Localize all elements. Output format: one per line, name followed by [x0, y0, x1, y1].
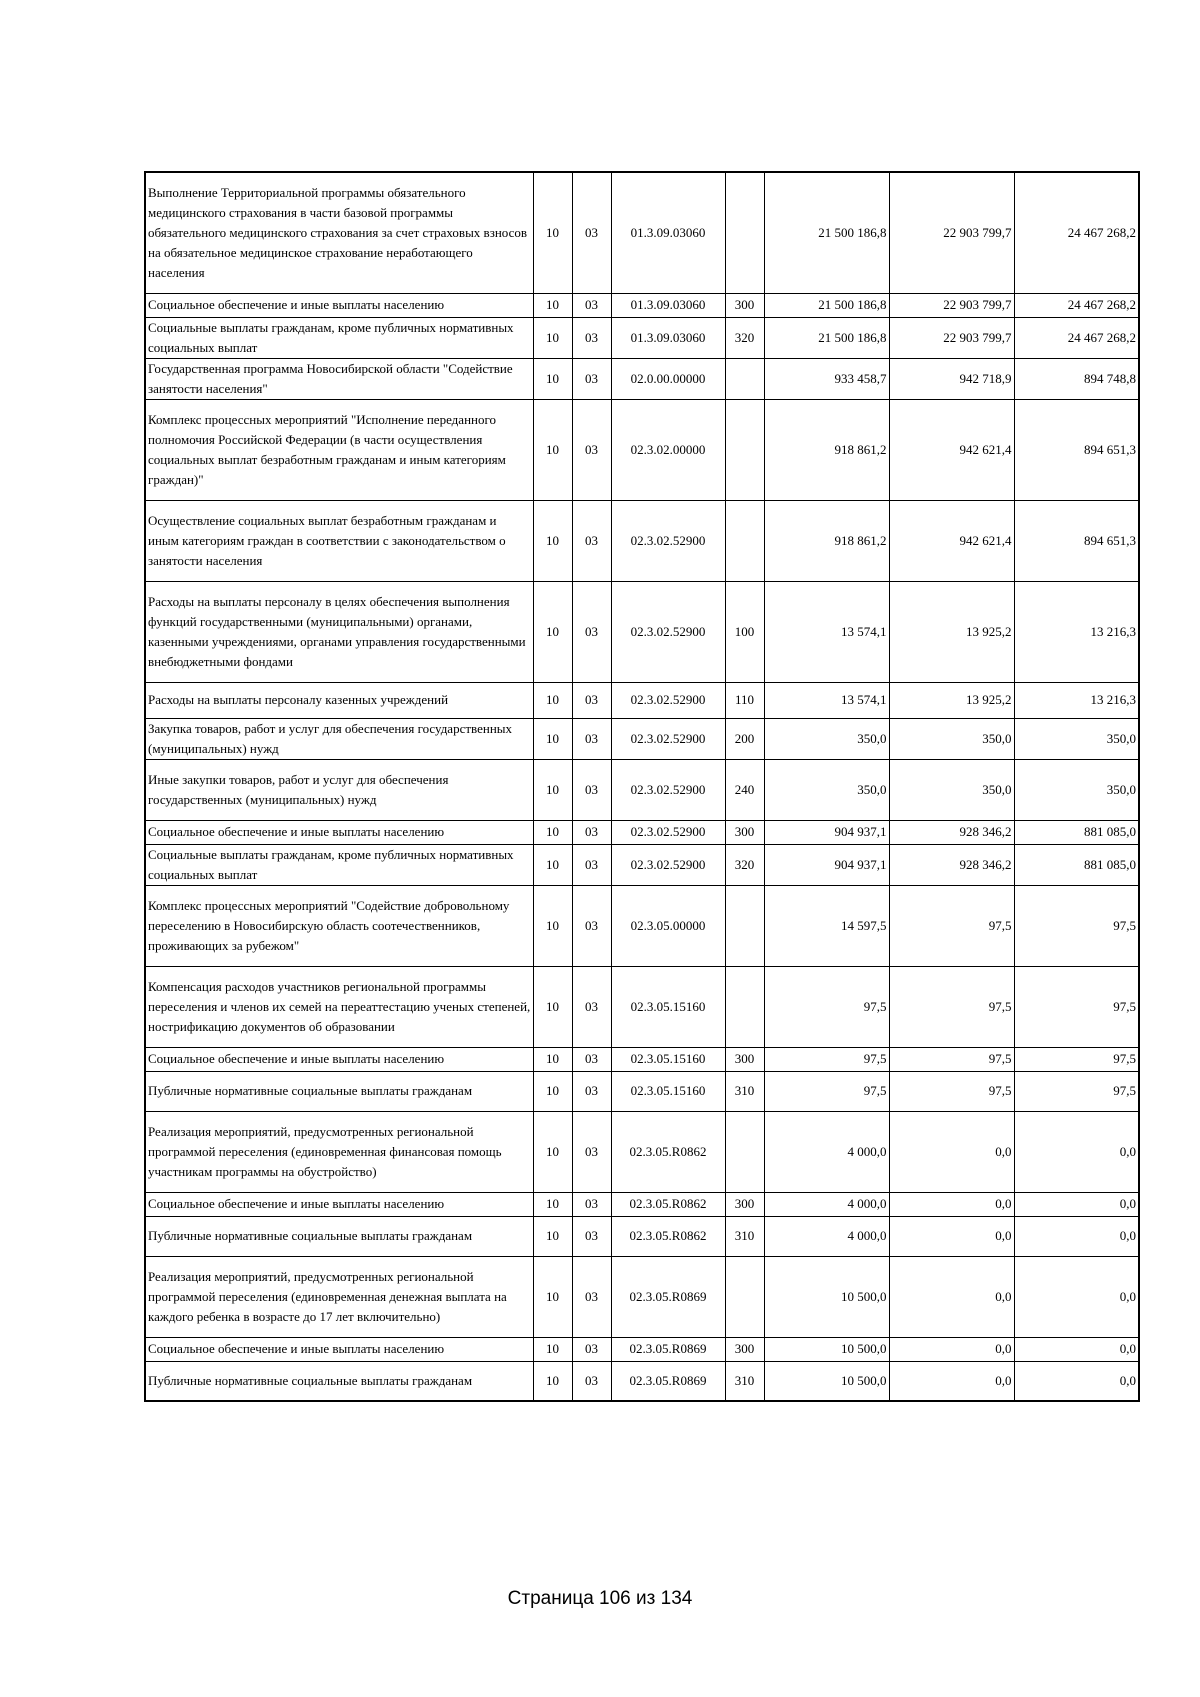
cell-section: 10 — [533, 718, 572, 759]
cell-subsection: 03 — [572, 966, 611, 1047]
cell-target-article: 02.3.05.15160 — [611, 1047, 725, 1071]
cell-name: Социальное обеспечение и иные выплаты населению — [145, 1337, 533, 1361]
cell-amount-year-1: 13 574,1 — [764, 581, 889, 682]
cell-section: 10 — [533, 1361, 572, 1401]
cell-amount-year-1: 21 500 186,8 — [764, 317, 889, 358]
cell-amount-year-2: 0,0 — [889, 1256, 1014, 1337]
cell-subsection: 03 — [572, 293, 611, 317]
cell-amount-year-2: 13 925,2 — [889, 581, 1014, 682]
cell-expense-type — [725, 399, 764, 500]
cell-section: 10 — [533, 820, 572, 844]
cell-section: 10 — [533, 1192, 572, 1216]
cell-amount-year-3: 0,0 — [1014, 1256, 1139, 1337]
cell-name: Социальное обеспечение и иные выплаты населению — [145, 820, 533, 844]
cell-target-article: 02.0.00.00000 — [611, 358, 725, 399]
cell-name: Реализация мероприятий, предусмотренных региональной программой переселения (единовременная финансовая помощь участникам программы на обустройство) — [145, 1111, 533, 1192]
cell-name: Публичные нормативные социальные выплаты гражданам — [145, 1216, 533, 1256]
cell-amount-year-3: 881 085,0 — [1014, 844, 1139, 885]
cell-amount-year-3: 350,0 — [1014, 718, 1139, 759]
cell-amount-year-2: 942 718,9 — [889, 358, 1014, 399]
cell-amount-year-1: 904 937,1 — [764, 820, 889, 844]
cell-amount-year-3: 881 085,0 — [1014, 820, 1139, 844]
cell-section: 10 — [533, 844, 572, 885]
cell-target-article: 02.3.02.52900 — [611, 500, 725, 581]
cell-section: 10 — [533, 293, 572, 317]
cell-amount-year-3: 894 651,3 — [1014, 399, 1139, 500]
cell-section: 10 — [533, 1047, 572, 1071]
cell-amount-year-2: 0,0 — [889, 1337, 1014, 1361]
table-row — [145, 682, 1139, 718]
cell-subsection: 03 — [572, 399, 611, 500]
table-row — [145, 358, 1139, 399]
budget-table — [144, 171, 1140, 1402]
cell-expense-type — [725, 500, 764, 581]
cell-target-article: 01.3.09.03060 — [611, 293, 725, 317]
cell-amount-year-3: 0,0 — [1014, 1192, 1139, 1216]
cell-target-article: 02.3.05.R0862 — [611, 1111, 725, 1192]
cell-amount-year-1: 4 000,0 — [764, 1216, 889, 1256]
cell-target-article: 02.3.05.15160 — [611, 966, 725, 1047]
cell-subsection: 03 — [572, 317, 611, 358]
cell-name: Публичные нормативные социальные выплаты гражданам — [145, 1071, 533, 1111]
cell-amount-year-1: 933 458,7 — [764, 358, 889, 399]
cell-target-article: 02.3.05.00000 — [611, 885, 725, 966]
page-number: Страница 106 из 134 — [507, 1588, 693, 1609]
cell-expense-type: 200 — [725, 718, 764, 759]
cell-name: Расходы на выплаты персоналу казенных учреждений — [145, 682, 533, 718]
cell-target-article: 02.3.02.52900 — [611, 682, 725, 718]
cell-amount-year-2: 350,0 — [889, 718, 1014, 759]
cell-target-article: 01.3.09.03060 — [611, 317, 725, 358]
cell-target-article: 01.3.09.03060 — [611, 172, 725, 293]
cell-amount-year-3: 24 467 268,2 — [1014, 172, 1139, 293]
table-row — [145, 966, 1139, 1047]
cell-amount-year-2: 0,0 — [889, 1361, 1014, 1401]
cell-name: Социальные выплаты гражданам, кроме публичных нормативных социальных выплат — [145, 844, 533, 885]
cell-amount-year-3: 97,5 — [1014, 966, 1139, 1047]
cell-amount-year-2: 942 621,4 — [889, 500, 1014, 581]
cell-subsection: 03 — [572, 1047, 611, 1071]
cell-name: Расходы на выплаты персоналу в целях обеспечения выполнения функций государственными (муниципальными) органами, казенными учреждениями, органами управления государственными внебюджетными фондами — [145, 581, 533, 682]
table-row — [145, 718, 1139, 759]
cell-amount-year-3: 24 467 268,2 — [1014, 317, 1139, 358]
cell-amount-year-2: 22 903 799,7 — [889, 172, 1014, 293]
cell-amount-year-2: 97,5 — [889, 1047, 1014, 1071]
table-row — [145, 1361, 1139, 1401]
cell-amount-year-3: 97,5 — [1014, 1071, 1139, 1111]
cell-expense-type: 310 — [725, 1216, 764, 1256]
cell-section: 10 — [533, 885, 572, 966]
cell-section: 10 — [533, 966, 572, 1047]
table-body — [145, 172, 1139, 1401]
cell-name: Государственная программа Новосибирской области "Содействие занятости населения" — [145, 358, 533, 399]
cell-amount-year-3: 13 216,3 — [1014, 581, 1139, 682]
cell-expense-type — [725, 966, 764, 1047]
table-row — [145, 820, 1139, 844]
cell-amount-year-2: 97,5 — [889, 885, 1014, 966]
cell-subsection: 03 — [572, 1111, 611, 1192]
cell-subsection: 03 — [572, 1216, 611, 1256]
cell-subsection: 03 — [572, 820, 611, 844]
cell-target-article: 02.3.02.52900 — [611, 581, 725, 682]
cell-name: Публичные нормативные социальные выплаты гражданам — [145, 1361, 533, 1401]
table-row — [145, 1047, 1139, 1071]
cell-expense-type — [725, 1111, 764, 1192]
cell-target-article: 02.3.05.R0862 — [611, 1192, 725, 1216]
cell-amount-year-3: 13 216,3 — [1014, 682, 1139, 718]
cell-amount-year-1: 4 000,0 — [764, 1111, 889, 1192]
cell-expense-type — [725, 172, 764, 293]
cell-amount-year-1: 918 861,2 — [764, 500, 889, 581]
cell-section: 10 — [533, 1111, 572, 1192]
cell-amount-year-1: 10 500,0 — [764, 1256, 889, 1337]
table-row — [145, 1192, 1139, 1216]
cell-amount-year-2: 13 925,2 — [889, 682, 1014, 718]
cell-target-article: 02.3.02.52900 — [611, 718, 725, 759]
cell-subsection: 03 — [572, 172, 611, 293]
cell-subsection: 03 — [572, 759, 611, 820]
table-row — [145, 885, 1139, 966]
cell-name: Реализация мероприятий, предусмотренных региональной программой переселения (единовременная денежная выплата на каждого ребенка в возрасте до 17 лет включительно) — [145, 1256, 533, 1337]
cell-target-article: 02.3.02.00000 — [611, 399, 725, 500]
cell-amount-year-2: 97,5 — [889, 1071, 1014, 1111]
cell-amount-year-2: 942 621,4 — [889, 399, 1014, 500]
cell-subsection: 03 — [572, 1256, 611, 1337]
cell-name: Закупка товаров, работ и услуг для обеспечения государственных (муниципальных) нужд — [145, 718, 533, 759]
cell-name: Социальные выплаты гражданам, кроме публичных нормативных социальных выплат — [145, 317, 533, 358]
cell-amount-year-1: 14 597,5 — [764, 885, 889, 966]
cell-name: Комплекс процессных мероприятий "Содействие добровольному переселению в Новосибирскую область соотечественников, проживающих за рубежом" — [145, 885, 533, 966]
cell-amount-year-3: 0,0 — [1014, 1361, 1139, 1401]
cell-name: Комплекс процессных мероприятий "Исполнение переданного полномочия Российской Федерации (в части осуществления социальных выплат безработным гражданам и иным категориям граждан)" — [145, 399, 533, 500]
cell-amount-year-3: 0,0 — [1014, 1216, 1139, 1256]
cell-expense-type: 310 — [725, 1361, 764, 1401]
cell-amount-year-1: 13 574,1 — [764, 682, 889, 718]
cell-amount-year-1: 97,5 — [764, 966, 889, 1047]
table-row — [145, 399, 1139, 500]
table-row — [145, 172, 1139, 293]
cell-amount-year-2: 0,0 — [889, 1216, 1014, 1256]
cell-subsection: 03 — [572, 500, 611, 581]
cell-amount-year-3: 97,5 — [1014, 885, 1139, 966]
cell-section: 10 — [533, 317, 572, 358]
cell-amount-year-2: 22 903 799,7 — [889, 317, 1014, 358]
cell-subsection: 03 — [572, 844, 611, 885]
cell-section: 10 — [533, 358, 572, 399]
cell-target-article: 02.3.02.52900 — [611, 844, 725, 885]
cell-amount-year-1: 10 500,0 — [764, 1337, 889, 1361]
cell-amount-year-1: 4 000,0 — [764, 1192, 889, 1216]
cell-expense-type: 300 — [725, 1337, 764, 1361]
cell-expense-type: 110 — [725, 682, 764, 718]
table-row — [145, 293, 1139, 317]
cell-section: 10 — [533, 1071, 572, 1111]
cell-amount-year-2: 350,0 — [889, 759, 1014, 820]
cell-subsection: 03 — [572, 885, 611, 966]
cell-amount-year-3: 24 467 268,2 — [1014, 293, 1139, 317]
cell-name: Выполнение Территориальной программы обязательного медицинского страхования в части базовой программы обязательного медицинского страхования за счет страховых взносов на обязательное медицинское страхование неработающего населения — [145, 172, 533, 293]
table-row — [145, 1216, 1139, 1256]
cell-amount-year-3: 894 651,3 — [1014, 500, 1139, 581]
cell-amount-year-2: 928 346,2 — [889, 820, 1014, 844]
cell-target-article: 02.3.02.52900 — [611, 759, 725, 820]
cell-amount-year-1: 350,0 — [764, 759, 889, 820]
cell-expense-type — [725, 358, 764, 399]
cell-expense-type: 300 — [725, 1047, 764, 1071]
cell-amount-year-3: 0,0 — [1014, 1337, 1139, 1361]
cell-amount-year-2: 0,0 — [889, 1192, 1014, 1216]
cell-amount-year-2: 22 903 799,7 — [889, 293, 1014, 317]
cell-name: Компенсация расходов участников региональной программы переселения и членов их семей на переаттестацию ученых степеней, нострификацию документов об образовании — [145, 966, 533, 1047]
cell-amount-year-1: 21 500 186,8 — [764, 293, 889, 317]
cell-target-article: 02.3.05.15160 — [611, 1071, 725, 1111]
cell-subsection: 03 — [572, 1337, 611, 1361]
table-row — [145, 759, 1139, 820]
table-row — [145, 844, 1139, 885]
cell-amount-year-1: 10 500,0 — [764, 1361, 889, 1401]
table-row — [145, 500, 1139, 581]
table-row — [145, 1337, 1139, 1361]
cell-subsection: 03 — [572, 1071, 611, 1111]
cell-amount-year-3: 97,5 — [1014, 1047, 1139, 1071]
cell-section: 10 — [533, 172, 572, 293]
cell-expense-type: 300 — [725, 293, 764, 317]
cell-name: Социальное обеспечение и иные выплаты населению — [145, 1192, 533, 1216]
cell-subsection: 03 — [572, 682, 611, 718]
cell-amount-year-1: 97,5 — [764, 1071, 889, 1111]
cell-amount-year-3: 0,0 — [1014, 1111, 1139, 1192]
cell-subsection: 03 — [572, 358, 611, 399]
cell-section: 10 — [533, 1256, 572, 1337]
cell-target-article: 02.3.05.R0869 — [611, 1337, 725, 1361]
cell-expense-type: 240 — [725, 759, 764, 820]
cell-target-article: 02.3.05.R0869 — [611, 1361, 725, 1401]
cell-target-article: 02.3.05.R0862 — [611, 1216, 725, 1256]
cell-section: 10 — [533, 581, 572, 682]
cell-amount-year-1: 350,0 — [764, 718, 889, 759]
cell-expense-type — [725, 885, 764, 966]
table-row — [145, 1071, 1139, 1111]
cell-amount-year-1: 918 861,2 — [764, 399, 889, 500]
cell-expense-type: 320 — [725, 317, 764, 358]
cell-name: Осуществление социальных выплат безработным гражданам и иным категориям граждан в соответствии с законодательством о занятости населения — [145, 500, 533, 581]
cell-expense-type — [725, 1256, 764, 1337]
cell-amount-year-1: 904 937,1 — [764, 844, 889, 885]
cell-expense-type: 300 — [725, 820, 764, 844]
cell-subsection: 03 — [572, 1361, 611, 1401]
cell-name: Иные закупки товаров, работ и услуг для обеспечения государственных (муниципальных) нужд — [145, 759, 533, 820]
cell-subsection: 03 — [572, 1192, 611, 1216]
cell-name: Социальное обеспечение и иные выплаты населению — [145, 293, 533, 317]
cell-section: 10 — [533, 500, 572, 581]
cell-target-article: 02.3.05.R0869 — [611, 1256, 725, 1337]
table-row — [145, 1256, 1139, 1337]
cell-amount-year-3: 350,0 — [1014, 759, 1139, 820]
cell-amount-year-1: 97,5 — [764, 1047, 889, 1071]
cell-section: 10 — [533, 759, 572, 820]
table-row — [145, 581, 1139, 682]
cell-amount-year-2: 928 346,2 — [889, 844, 1014, 885]
cell-expense-type: 320 — [725, 844, 764, 885]
cell-subsection: 03 — [572, 718, 611, 759]
cell-amount-year-3: 894 748,8 — [1014, 358, 1139, 399]
cell-section: 10 — [533, 399, 572, 500]
table-row — [145, 317, 1139, 358]
cell-subsection: 03 — [572, 581, 611, 682]
cell-expense-type: 300 — [725, 1192, 764, 1216]
cell-section: 10 — [533, 1337, 572, 1361]
cell-expense-type: 100 — [725, 581, 764, 682]
cell-amount-year-1: 21 500 186,8 — [764, 172, 889, 293]
cell-section: 10 — [533, 1216, 572, 1256]
cell-amount-year-2: 97,5 — [889, 966, 1014, 1047]
table-row — [145, 1111, 1139, 1192]
cell-target-article: 02.3.02.52900 — [611, 820, 725, 844]
cell-expense-type: 310 — [725, 1071, 764, 1111]
cell-name: Социальное обеспечение и иные выплаты населению — [145, 1047, 533, 1071]
cell-amount-year-2: 0,0 — [889, 1111, 1014, 1192]
cell-section: 10 — [533, 682, 572, 718]
